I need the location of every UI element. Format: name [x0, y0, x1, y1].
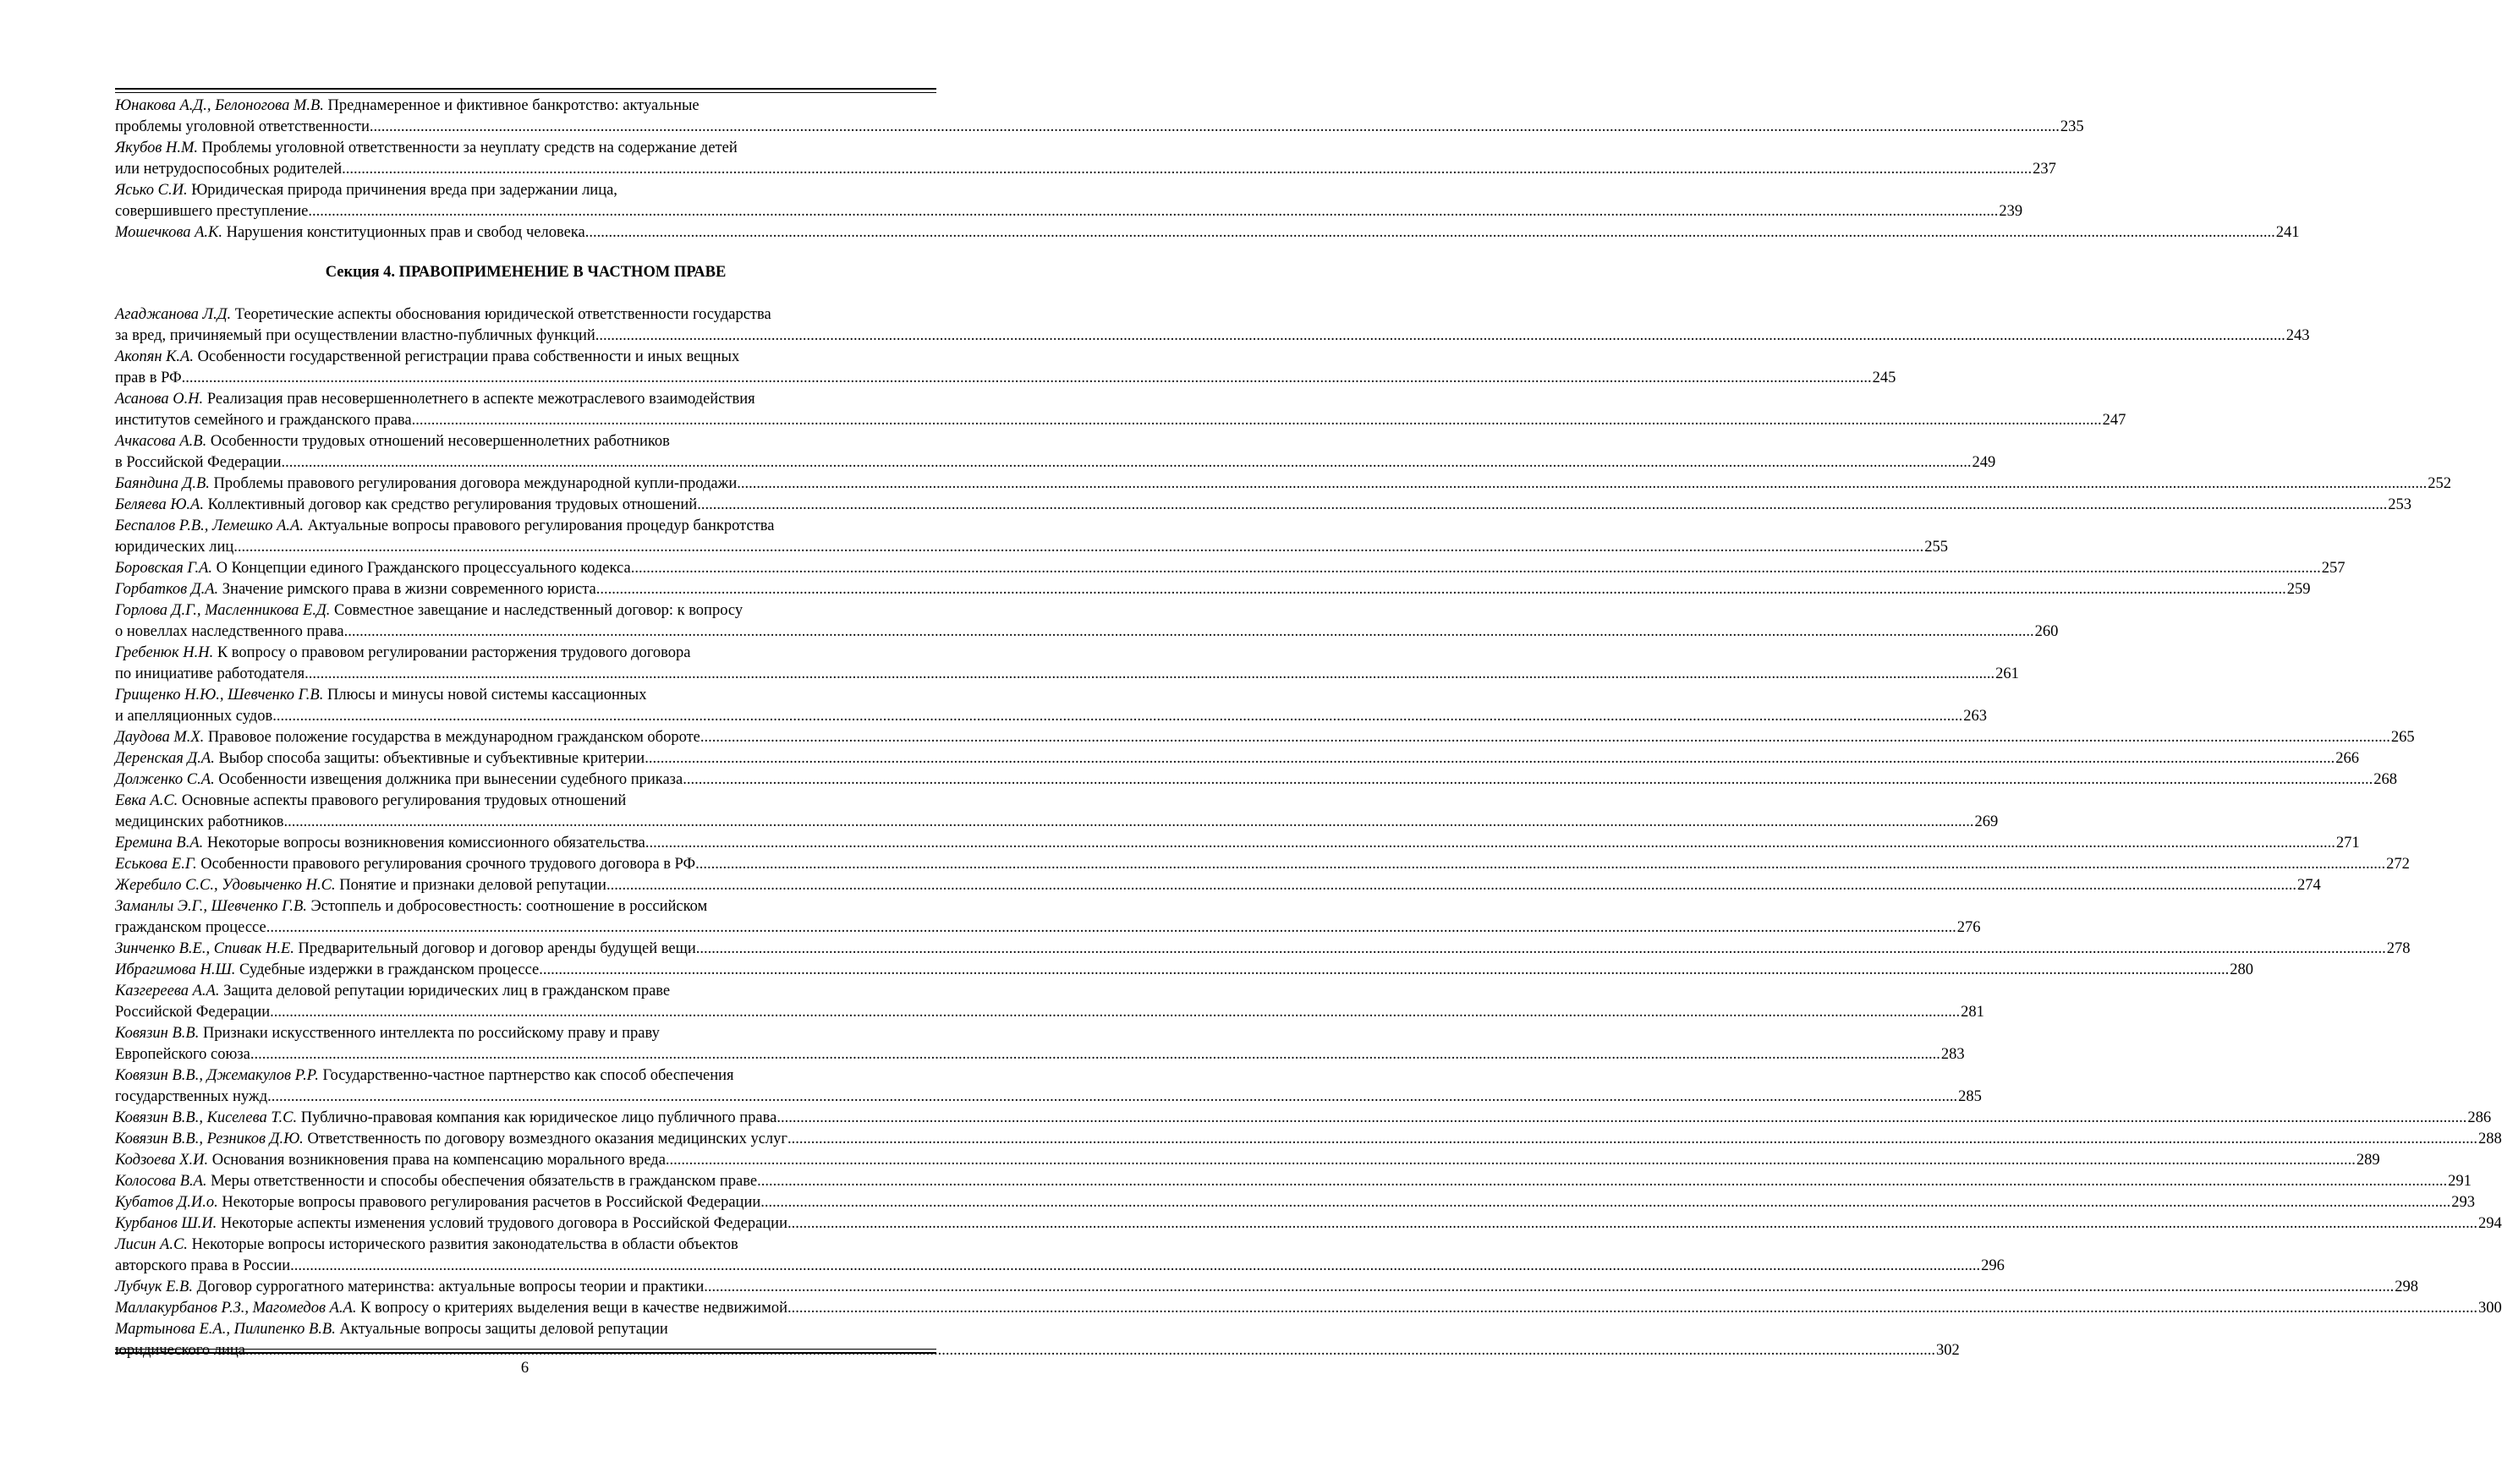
- entry-author: Ибрагимова Н.Ш.: [115, 961, 236, 978]
- entry-page-number: 278: [2386, 940, 2411, 957]
- entry-author: Ковязин В.В., Джемакулов Р.Р.: [115, 1067, 319, 1084]
- toc-entry[interactable]: [115, 516, 1949, 558]
- entry-page-number: 281: [1961, 1004, 1984, 1021]
- entry-author: Жеребило С.С., Удовыченко Н.С.: [115, 877, 336, 894]
- entry-author: Евка А.С.: [115, 792, 178, 809]
- toc-entry[interactable]: [115, 1108, 2492, 1129]
- toc-entry[interactable]: [115, 138, 2056, 180]
- entry-page-number: 247: [2102, 412, 2126, 429]
- entry-page-number: 276: [1956, 919, 1981, 936]
- entry-title: К вопросу о критериях выделения вещи в качестве недвижимой: [360, 1300, 787, 1317]
- entry-page-number: 293: [2451, 1194, 2476, 1211]
- entry-author: Казгереева А.А.: [115, 983, 220, 999]
- entry-author: Акопян К.А.: [115, 348, 194, 365]
- table-of-contents: [115, 96, 2502, 1361]
- entry-page-number: 257: [2321, 560, 2346, 577]
- entry-page-number: 266: [2335, 750, 2359, 767]
- entry-author: Беляева Ю.А.: [115, 496, 204, 513]
- entry-title-continued: гражданском процессе: [115, 919, 266, 936]
- entry-title-continued: институтов семейного и гражданского права: [115, 412, 412, 429]
- entry-title: Нарушения конституционных прав и свобод человека: [226, 224, 585, 241]
- entry-page-number: 291: [2448, 1173, 2472, 1190]
- entry-author: Кубатов Д.И.о.: [115, 1194, 218, 1211]
- entry-page-number: 241: [2275, 224, 2300, 241]
- toc-entry[interactable]: [115, 304, 2310, 347]
- entry-title: Некоторые аспекты изменения условий трудового договора в Российской Федерации: [220, 1215, 787, 1232]
- entry-title-continued: за вред, причиняемый при осуществлении властно-публичных функций: [115, 327, 595, 344]
- entry-page-number: 300: [2477, 1300, 2502, 1317]
- entry-page-number: 245: [1872, 370, 1896, 386]
- entry-title: Актуальные вопросы защиты деловой репутации: [339, 1321, 668, 1338]
- entry-author: Ясько С.И.: [115, 182, 188, 199]
- entry-author: Якубов Н.М.: [115, 140, 199, 156]
- entry-title: Некоторые вопросы правового регулирования расчетов в Российской Федерации: [222, 1194, 761, 1211]
- entry-page-number: 239: [1999, 203, 2023, 220]
- dot-leader: [283, 812, 1973, 833]
- toc-entry[interactable]: [115, 748, 2359, 769]
- dot-leader: [695, 854, 2385, 875]
- dot-leader: [282, 452, 1972, 474]
- entry-title-continued: юридических лиц: [115, 539, 234, 556]
- entry-title-continued: государственных нужд: [115, 1088, 268, 1105]
- dot-leader: [760, 1192, 2450, 1213]
- entry-page-number: 268: [2373, 771, 2397, 788]
- dot-leader: [704, 1277, 2394, 1298]
- entry-title-continued: или нетрудоспособных родителей: [115, 161, 343, 178]
- entry-author: Гребенюк Н.Н.: [115, 644, 214, 661]
- entry-page-number: 249: [1972, 454, 1996, 471]
- dot-leader: [631, 558, 2321, 579]
- toc-entry[interactable]: [115, 1065, 1982, 1108]
- dot-leader: [270, 1002, 1960, 1023]
- entry-author: Боровская Г.А.: [115, 560, 213, 577]
- entry-title: Особенности правового регулирования срочного трудового договора в РФ: [200, 856, 696, 873]
- dot-leader: [305, 664, 1994, 685]
- toc-entry[interactable]: [115, 1150, 2380, 1171]
- entry-title: Теоретические аспекты обоснования юридической ответственности государства: [234, 306, 771, 323]
- dot-leader: [696, 939, 2386, 960]
- entry-page-number: 269: [1974, 813, 1999, 830]
- entry-title: Реализация прав несовершеннолетнего в аспекте межотраслевого взаимодействия: [206, 391, 755, 408]
- toc-entry[interactable]: [115, 769, 2397, 791]
- entry-title: Признаки искусственного интеллекта по российскому праву и праву: [202, 1025, 660, 1042]
- entry-page-number: 285: [1958, 1088, 1982, 1105]
- dot-leader: [787, 1298, 2477, 1319]
- entry-title: Некоторые вопросы возникновения комиссионного обязательства: [206, 835, 645, 852]
- dot-leader: [645, 748, 2335, 769]
- entry-title: К вопросу о правовом регулировании расторжения трудового договора: [217, 644, 691, 661]
- dot-leader: [267, 1087, 1957, 1108]
- entry-title: Юридическая природа причинения вреда при задержании лица,: [191, 182, 617, 199]
- toc-entry[interactable]: [115, 981, 1984, 1023]
- dot-leader: [666, 1150, 2356, 1171]
- toc-entry[interactable]: [115, 600, 2059, 643]
- dot-leader: [342, 159, 2032, 180]
- entry-author: Лубчук Е.В.: [115, 1279, 193, 1295]
- entry-title: Проблемы уголовной ответственности за неуплату средств на содержание детей: [201, 140, 738, 156]
- toc-entry[interactable]: [115, 960, 2253, 981]
- entry-page-number: 252: [2428, 475, 2452, 492]
- entry-page-number: 253: [2388, 496, 2411, 513]
- entry-title: Правовое положение государства в международном гражданском обороте: [207, 729, 700, 746]
- entry-author: Мошечкова А.К.: [115, 224, 222, 241]
- entry-title: Преднамеренное и фиктивное банкротство: актуальные: [327, 97, 700, 114]
- dot-leader: [182, 368, 1872, 389]
- section-title: Секция 4. ПРАВОПРИМЕНЕНИЕ В ЧАСТНОМ ПРАВЕ: [325, 264, 727, 281]
- entry-author: Грищенко Н.Ю., Шевченко Г.В.: [115, 687, 324, 704]
- entry-page-number: 283: [1940, 1046, 1965, 1063]
- dot-leader: [737, 474, 2427, 495]
- dot-leader: [233, 537, 1923, 558]
- entry-page-number: 271: [2335, 835, 2360, 852]
- entry-page-number: 255: [1924, 539, 1949, 556]
- dot-leader: [539, 960, 2229, 981]
- entry-author: Еськова Е.Г.: [115, 856, 197, 873]
- entry-title-continued: Российской Федерации: [115, 1004, 271, 1021]
- dot-leader: [272, 706, 1962, 727]
- toc-entry[interactable]: [115, 1129, 2502, 1150]
- toc-entry[interactable]: [115, 896, 1981, 939]
- entry-page-number: 296: [1981, 1257, 2005, 1274]
- dot-leader: [757, 1171, 2447, 1192]
- dot-leader: [697, 495, 2387, 516]
- entry-title: Плюсы и минусы новой системы кассационных: [327, 687, 647, 704]
- entry-author: Ачкасова А.В.: [115, 433, 207, 450]
- dot-leader: [308, 201, 1998, 222]
- toc-entry[interactable]: [115, 96, 2084, 138]
- dot-leader: [787, 1213, 2477, 1235]
- toc-entry[interactable]: [115, 1277, 2418, 1298]
- page-number: 6: [520, 1360, 529, 1377]
- entry-author: Долженко С.А.: [115, 771, 215, 788]
- entry-title: Договор суррогатного материнства: актуальные вопросы теории и практики: [196, 1279, 705, 1295]
- entry-author: Заманлы Э.Г., Шевченко Г.В.: [115, 898, 307, 915]
- entry-author: Ковязин В.В.: [115, 1025, 200, 1042]
- dot-leader: [412, 410, 2102, 431]
- toc-entry[interactable]: [115, 875, 2321, 896]
- toc-entry[interactable]: [115, 389, 2126, 431]
- toc-entry[interactable]: [115, 727, 2415, 748]
- entry-title-continued: прав в РФ: [115, 370, 182, 386]
- toc-entry[interactable]: [115, 222, 2300, 244]
- entry-page-number: 237: [2033, 161, 2056, 178]
- entry-title: Актуальные вопросы правового регулирования процедур банкротства: [307, 517, 775, 534]
- entry-page-number: 274: [2296, 877, 2321, 894]
- toc-entry[interactable]: [115, 495, 2411, 516]
- entry-author: Деренская Д.А.: [115, 750, 215, 767]
- entry-page-number: 294: [2477, 1215, 2502, 1232]
- entry-title: Понятие и признаки деловой репутации: [339, 877, 606, 894]
- toc-list-section-4: [115, 304, 2502, 1361]
- toc-entry[interactable]: [115, 833, 2360, 854]
- toc-entry[interactable]: [115, 474, 2452, 495]
- dot-leader: [776, 1108, 2466, 1129]
- entry-author: Ковязин В.В., Киселева Т.С.: [115, 1109, 298, 1126]
- toc-entry[interactable]: [115, 791, 1999, 833]
- entry-author: Курбанов Ш.И.: [115, 1215, 217, 1232]
- entry-title: Ответственность по договору возмездного оказания медицинских услуг: [307, 1131, 787, 1147]
- dot-leader: [595, 326, 2285, 347]
- entry-page-number: 260: [2034, 623, 2059, 640]
- toc-entry[interactable]: [115, 854, 2410, 875]
- entry-page-number: 298: [2395, 1279, 2418, 1295]
- entry-page-number: 243: [2285, 327, 2310, 344]
- entry-page-number: 286: [2467, 1109, 2492, 1126]
- dot-leader: [266, 917, 1956, 939]
- dot-leader: [700, 727, 2390, 748]
- entry-title: Проблемы правового регулирования договора международной купли-продажи: [213, 475, 738, 492]
- entry-title: Коллективный договор как средство регулирования трудовых отношений: [207, 496, 698, 513]
- dot-leader: [585, 222, 2275, 244]
- dot-leader: [290, 1256, 1980, 1277]
- top-double-rule: [115, 88, 936, 93]
- entry-author: Кодзоева Х.И.: [115, 1152, 209, 1169]
- entry-title: О Концепции единого Гражданского процессуального кодекса: [216, 560, 631, 577]
- toc-entry[interactable]: [115, 431, 1996, 474]
- entry-title: Особенности государственной регистрации права собственности и иных вещных: [197, 348, 740, 365]
- entry-author: Юнакова А.Д., Белоногова М.В.: [115, 97, 324, 114]
- entry-page-number: 263: [1963, 708, 1987, 725]
- entry-page-number: 235: [2060, 118, 2084, 135]
- entry-title: Защита деловой репутации юридических лиц в гражданском праве: [223, 983, 671, 999]
- entry-author: Асанова О.Н.: [115, 391, 204, 408]
- entry-title-continued: проблемы уголовной ответственности: [115, 118, 370, 135]
- entry-page-number: 259: [2286, 581, 2311, 598]
- entry-page-number: 280: [2230, 961, 2253, 978]
- entry-title: Основания возникновения права на компенсацию морального вреда: [211, 1152, 666, 1169]
- toc-entry[interactable]: [115, 939, 2411, 960]
- entry-title-continued: Европейского союза: [115, 1046, 250, 1063]
- dot-leader: [683, 769, 2373, 791]
- entry-author: Лисин А.С.: [115, 1236, 188, 1253]
- toc-entry[interactable]: [115, 1192, 2476, 1213]
- entry-title: Эстоппель и добросовестность: соотношение в российском: [310, 898, 708, 915]
- entry-title-continued: по инициативе работодателя: [115, 665, 305, 682]
- entry-title: Судебные издержки в гражданском процессе: [239, 961, 540, 978]
- toc-entry[interactable]: [115, 347, 1896, 389]
- entry-title: Основные аспекты правового регулирования трудовых отношений: [181, 792, 627, 809]
- entry-author: Агаджанова Л.Д.: [115, 306, 232, 323]
- entry-title-continued: совершившего преступление: [115, 203, 309, 220]
- entry-page-number: 302: [1936, 1342, 1960, 1359]
- entry-title-continued: медицинских работников: [115, 813, 284, 830]
- dot-leader: [606, 875, 2296, 896]
- toc-entry[interactable]: [115, 1171, 2472, 1192]
- entry-title: Предварительный договор и договор аренды будущей вещи: [298, 940, 696, 957]
- toc-entry[interactable]: [115, 1213, 2502, 1235]
- toc-entry[interactable]: [115, 685, 1987, 727]
- entry-title: Некоторые вопросы исторического развития законодательства в области объектов: [191, 1236, 738, 1253]
- toc-entry[interactable]: [115, 1319, 1960, 1361]
- toc-list-previous-section: [115, 96, 2300, 244]
- entry-author: Горлова Д.Г., Масленникова Е.Д.: [115, 602, 331, 619]
- entry-author: Даудова М.Х.: [115, 729, 205, 746]
- entry-title: Совместное завещание и наследственный договор: к вопросу: [333, 602, 743, 619]
- dot-leader: [787, 1129, 2477, 1150]
- entry-title: Выбор способа защиты: объективные и субъективные критерии: [218, 750, 645, 767]
- entry-page-number: 289: [2356, 1152, 2380, 1169]
- entry-author: Зинченко В.Е., Спивак Н.Е.: [115, 940, 294, 957]
- entry-author: Маллакурбанов Р.З., Магомедов А.А.: [115, 1300, 357, 1317]
- entry-title: Государственно-частное партнерство как способ обеспечения: [322, 1067, 734, 1084]
- toc-entry[interactable]: [115, 1298, 2502, 1319]
- entry-title: Значение римского права в жизни современного юриста: [222, 581, 596, 598]
- dot-leader: [344, 622, 2034, 643]
- entry-title-continued: и апелляционных судов: [115, 708, 273, 725]
- entry-author: Колосова В.А.: [115, 1173, 207, 1190]
- toc-entry[interactable]: [115, 558, 2346, 579]
- bottom-double-rule: [115, 1349, 936, 1354]
- entry-author: Баяндина Д.В.: [115, 475, 210, 492]
- entry-title-continued: о новеллах наследственного права: [115, 623, 344, 640]
- entry-author: Мартынова Е.А., Пилипенко В.В.: [115, 1321, 336, 1338]
- dot-leader: [645, 833, 2335, 854]
- toc-entry[interactable]: [115, 643, 2019, 685]
- toc-entry[interactable]: [115, 180, 2023, 222]
- toc-entry[interactable]: [115, 1235, 2005, 1277]
- entry-page-number: 272: [2386, 856, 2410, 873]
- entry-title: Особенности извещения должника при вынесении судебного приказа: [218, 771, 683, 788]
- dot-leader: [250, 1044, 1940, 1065]
- entry-title: Публично-правовая компания как юридическое лицо публичного права: [300, 1109, 777, 1126]
- entry-page-number: 288: [2478, 1131, 2502, 1147]
- entry-author: Беспалов Р.В., Лемешко А.А.: [115, 517, 304, 534]
- entry-page-number: 265: [2390, 729, 2415, 746]
- entry-title: Меры ответственности и способы обеспечения обязательств в гражданском праве: [211, 1173, 758, 1190]
- entry-author: Ковязин В.В., Резников Д.Ю.: [115, 1131, 304, 1147]
- dot-leader: [370, 117, 2060, 138]
- toc-entry[interactable]: [115, 579, 2311, 600]
- entry-author: Горбатков Д.А.: [115, 581, 219, 598]
- entry-title-continued: юридического лица: [115, 1342, 246, 1359]
- entry-title-continued: авторского права в России: [115, 1257, 291, 1274]
- entry-title: Особенности трудовых отношений несовершеннолетних работников: [210, 433, 670, 450]
- toc-entry[interactable]: [115, 1023, 1965, 1065]
- entry-page-number: 261: [1995, 665, 2019, 682]
- dot-leader: [596, 579, 2286, 600]
- entry-author: Еремина В.А.: [115, 835, 204, 852]
- entry-title-continued: в Российской Федерации: [115, 454, 282, 471]
